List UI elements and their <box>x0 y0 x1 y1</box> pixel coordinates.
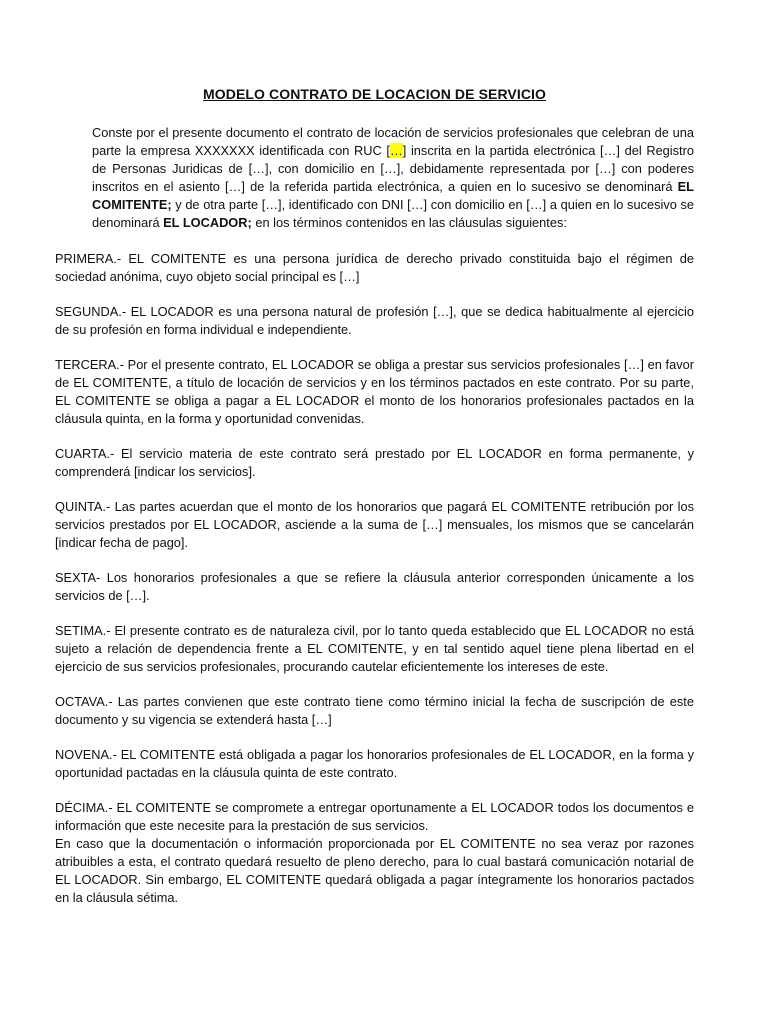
clause-setima: SETIMA.- El presente contrato es de naturaleza civil, por lo tanto queda establecido que EL LOCADOR no está sujeto a relación de dependencia frente a EL COMITENTE, y en tal sentido aquel tiene plena libertad en el ejercicio de sus servicios profesionales, procurando cautelar eficientemente los intereses de este. <box>55 623 694 674</box>
clause-primera: PRIMERA.- EL COMITENTE es una persona jurídica de derecho privado constituida bajo el régimen de sociedad anónima, cuyo objeto social principal es […] <box>55 251 694 284</box>
intro-text-2: ] inscrita en la partida electrónica […] del Registro de Personas Juridicas de […], con domicilio en […], debidamente representada por […] con poderes inscritos en el asiento […] de la referida partida electrónica, a quien en lo sucesivo se denominará <box>92 143 694 194</box>
intro-paragraph <box>55 124 694 232</box>
clause-quinta: QUINTA.- Las partes acuerdan que el monto de los honorarios que pagará EL COMITENTE retribución por los servicios prestados por EL LOCADOR, asciende a la suma de […] mensuales, los mismos que se cancelarán [indicar fecha de pago]. <box>55 499 694 550</box>
highlighted-placeholder: … <box>389 143 403 158</box>
clause-cuarta: CUARTA.- El servicio materia de este contrato será prestado por EL LOCADOR en forma permanente, y comprenderá [indicar los servicios]. <box>55 446 694 479</box>
clause-octava: OCTAVA.- Las partes convienen que este contrato tiene como término inicial la fecha de suscripción de este documento y su vigencia se extenderá hasta […] <box>55 694 694 727</box>
intro-text-3: y de otra parte […], identificado con DNI […] con domicilio en […] a quien en lo sucesivo se denominará <box>92 197 694 230</box>
intro-text-4: en los términos contenidos en las cláusulas siguientes: <box>251 215 567 230</box>
locador-term: EL LOCADOR; <box>163 215 252 230</box>
clause-decima-continuation: En caso que la documentación o información proporcionada por EL COMITENTE no sea veraz por razones atribuibles a esta, el contrato quedará resuelto de pleno derecho, para lo cual bastará comunicación notarial de EL LOCADOR. Sin embargo, EL COMITENTE quedará obligada a pagar íntegramente los honorarios pactados en la cláusula sétima. <box>55 836 694 905</box>
clause-tercera: TERCERA.- Por el presente contrato, EL LOCADOR se obliga a prestar sus servicios profesionales […] en favor de EL COMITENTE, a título de locación de servicios y en los términos pactados en este contrato. Por su parte, EL COMITENTE se obliga a pagar a EL LOCADOR el monto de los honorarios profesionales pactados en la cláusula quinta, en la forma y oportunidad convenidas. <box>55 357 694 426</box>
clause-sexta: SEXTA- Los honorarios profesionales a que se refiere la cláusula anterior corresponden únicamente a los servicios de […]. <box>55 570 694 603</box>
clause-decima: DÉCIMA.- EL COMITENTE se compromete a entregar oportunamente a EL LOCADOR todos los documentos e información que este necesite para la prestación de sus servicios. <box>55 800 694 833</box>
clause-novena: NOVENA.- EL COMITENTE está obligada a pagar los honorarios profesionales de EL LOCADOR, en la forma y oportunidad pactadas en la cláusula quinta de este contrato. <box>55 747 694 780</box>
document-title: MODELO CONTRATO DE LOCACION DE SERVICIO <box>202 86 547 102</box>
clause-segunda: SEGUNDA.- EL LOCADOR es una persona natural de profesión […], que se dedica habitualmente al ejercicio de su profesión en forma individual e independiente. <box>55 304 694 337</box>
comitente-term: EL COMITENTE; <box>92 179 694 212</box>
intro-text-1: Conste por el presente documento el contrato de locación de servicios profesionales que celebran de una parte la empresa XXXXXXX identificada con RUC [ <box>92 125 694 158</box>
